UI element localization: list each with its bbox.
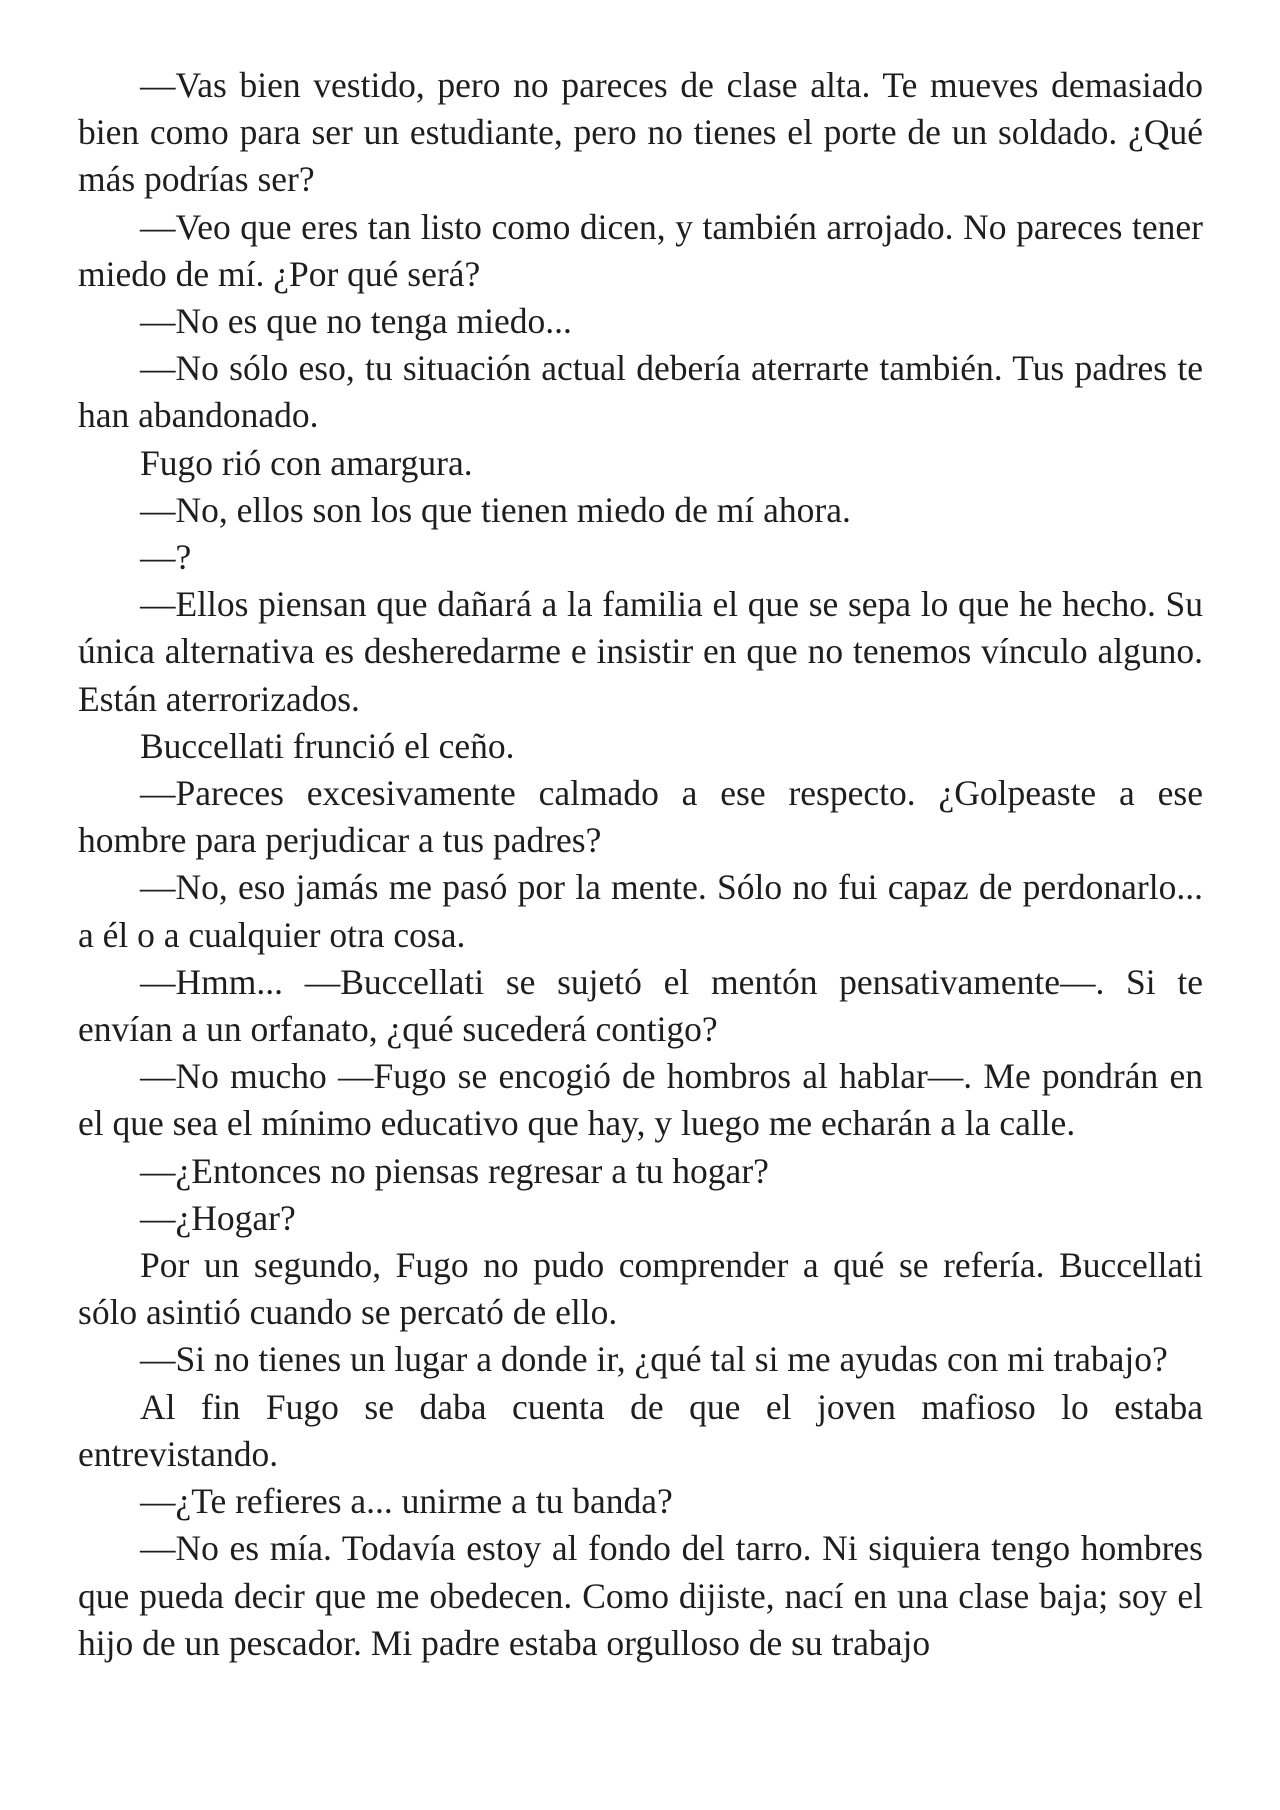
paragraph-17: —Si no tienes un lugar a donde ir, ¿qué tal si me ayudas con mi trabajo? [140, 1339, 1168, 1380]
paragraph-20: —No es mía. Todavía estoy al fondo del tarro. Ni siquiera tengo hombres que pueda decir que me obedecen. Como dijiste, nací en una clase baja; soy el hijo de un pescador. Mi padre estaba orgulloso de su trabajo [78, 1528, 1203, 1663]
paragraph-10: —Pareces excesivamente calmado a ese respecto. ¿Golpeaste a ese hombre para perjudicar a tus padres? [78, 773, 1203, 861]
paragraph-6: —No, ellos son los que tienen miedo de mí ahora. [140, 489, 851, 530]
paragraph-12: —Hmm... —Buccellati se sujetó el mentón pensativamente—. Si te envían a un orfanato, ¿qué sucederá contigo? [78, 961, 1203, 1050]
paragraph-1: —Vas bien vestido, pero no pareces de clase alta. Te mueves demasiado bien como para ser un estudiante, pero no tienes el porte de un soldado. ¿Qué más podrías ser? [78, 65, 1203, 200]
paragraph-5: Fugo rió con amargura. [140, 442, 473, 483]
paragraph-11: —No, eso jamás me pasó por la mente. Sólo no fui capaz de perdonarlo... a él o a cualquier otra cosa. [78, 867, 1203, 955]
paragraph-8: —Ellos piensan que dañará a la familia el que se sepa lo que he hecho. Su única alternativa es desheredarme e insistir en que no tenemos vínculo alguno. Están aterrorizados. [78, 584, 1203, 719]
paragraph-2: —Veo que eres tan listo como dicen, y también arrojado. No pareces tener miedo de mí. ¿Por qué será? [78, 206, 1203, 294]
paragraph-13: —No mucho —Fugo se encogió de hombros al hablar—. Me pondrán en el que sea el mínimo educativo que hay, y luego me echarán a la calle. [78, 1056, 1203, 1144]
paragraph-7: —? [140, 537, 192, 578]
paragraph-9: Buccellati frunció el ceño. [140, 725, 515, 766]
paragraph-14: —¿Entonces no piensas regresar a tu hogar? [140, 1150, 769, 1191]
paragraph-19: —¿Te refieres a... unirme a tu banda? [140, 1481, 673, 1522]
book-page [78, 62, 1203, 1667]
paragraph-18: Al fin Fugo se daba cuenta de que el joven mafioso lo estaba entrevistando. [78, 1386, 1203, 1474]
paragraph-4: —No sólo eso, tu situación actual debería aterrarte también. Tus padres te han abandonado. [78, 348, 1203, 436]
paragraph-16: Por un segundo, Fugo no pudo comprender a qué se refería. Buccellati sólo asintió cuando se percató de ello. [78, 1245, 1203, 1333]
paragraph-15: —¿Hogar? [140, 1197, 296, 1238]
paragraph-3: —No es que no tenga miedo... [140, 301, 572, 342]
